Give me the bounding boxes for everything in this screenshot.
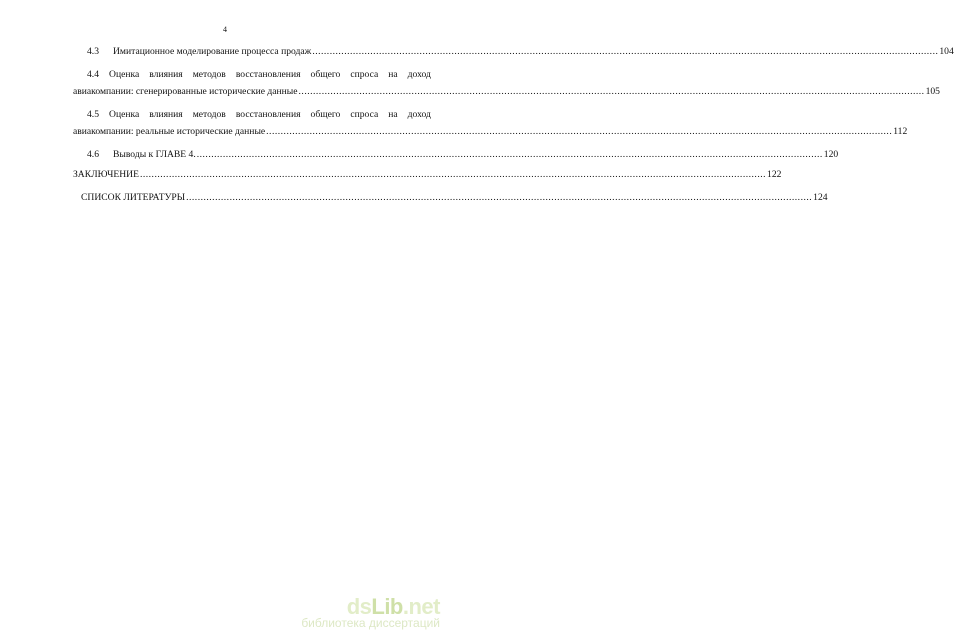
toc-word: спроса xyxy=(350,69,379,80)
toc-word: общего xyxy=(310,69,341,80)
toc-entry-4-6[interactable] xyxy=(73,146,839,163)
toc-entry-page: 120 xyxy=(823,149,839,160)
toc-entry-conclusion[interactable] xyxy=(73,166,782,183)
toc-word: Оценка xyxy=(109,109,140,120)
toc-entry-text: ЗАКЛЮЧЕНИЕ xyxy=(73,169,139,180)
toc-entry-page: 112 xyxy=(893,126,908,137)
dslib-logo: dsLib.net xyxy=(346,594,440,619)
dslib-watermark xyxy=(270,596,440,630)
toc-entry-first-line xyxy=(73,66,431,83)
toc-entry-number: 4.6 xyxy=(87,149,99,160)
toc-entry-text: СПИСОК ЛИТЕРАТУРЫ xyxy=(81,192,186,203)
toc-entry-page: 104 xyxy=(939,46,954,57)
dot-leader xyxy=(197,146,823,163)
table-of-contents xyxy=(73,43,954,206)
toc-entry-text: авиакомпании: сгенерированные исторические данные xyxy=(73,86,298,97)
toc-entry-number: 4.5 xyxy=(87,109,99,120)
toc-word: восстановления xyxy=(235,69,301,80)
page-number: 4 xyxy=(223,25,227,34)
toc-word: на xyxy=(388,69,398,80)
dot-leader xyxy=(299,83,925,100)
toc-word: доход xyxy=(407,69,431,80)
toc-entry-title xyxy=(73,43,311,60)
dot-leader xyxy=(266,123,892,140)
toc-word: доход xyxy=(407,109,431,120)
toc-entry-4-3[interactable] xyxy=(73,43,954,60)
watermark-subtitle: библиотека диссертаций xyxy=(301,616,440,630)
toc-entry-4-5[interactable] xyxy=(73,106,908,140)
dot-leader xyxy=(140,166,766,183)
dot-leader xyxy=(186,189,812,206)
toc-entry-page: 105 xyxy=(925,86,940,97)
toc-entry-number: 4.4 xyxy=(87,69,99,80)
toc-word: методов xyxy=(192,109,226,120)
toc-word: методов xyxy=(192,69,226,80)
toc-entry-first-line xyxy=(73,106,431,123)
toc-word: общего xyxy=(310,109,341,120)
toc-word: влияния xyxy=(149,69,183,80)
toc-entry-4-4[interactable] xyxy=(73,66,940,100)
toc-entry-page: 124 xyxy=(813,192,828,203)
toc-word: влияния xyxy=(149,109,183,120)
toc-entry-page: 122 xyxy=(767,169,782,180)
toc-entry-text: авиакомпании: реальные исторические данные xyxy=(73,126,266,137)
toc-entry-title xyxy=(73,146,196,163)
toc-entry-text: Выводы к ГЛАВЕ 4. xyxy=(113,149,196,160)
toc-word: на xyxy=(388,109,398,120)
dot-leader xyxy=(312,43,938,60)
toc-word: восстановления xyxy=(235,109,301,120)
toc-entry-bibliography[interactable] xyxy=(73,189,828,206)
toc-entry-number: 4.3 xyxy=(87,46,99,57)
toc-word: спроса xyxy=(350,109,379,120)
toc-entry-text: Имитационное моделирование процесса продаж xyxy=(113,46,312,57)
toc-word: Оценка xyxy=(109,69,140,80)
